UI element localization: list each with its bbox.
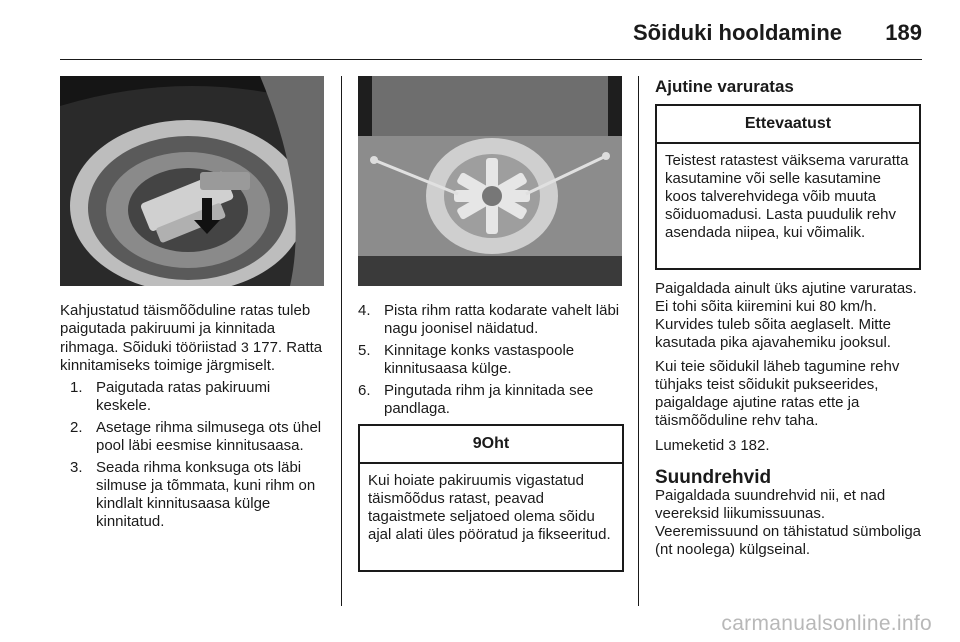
section-heading-directional-tyres: Suundrehvid <box>655 467 772 488</box>
paragraph-snow-chains: Lumeketid 3 182. <box>655 437 770 454</box>
list-item: 3. Seada rihma konksuga ots läbi silmuse ja tõmmata, kuni rihm on kindlalt kinnitusaasa külge kinnitatud. <box>70 459 316 530</box>
warning-header: 9Oht <box>360 426 622 464</box>
intro-paragraph: Kahjustatud täismõõduline ratas tuleb paigutada pakiruumi ja kinnitada rihmaga. Sõiduki tööriistad 3 177. Ratta kinnitamiseks toimige järgmiselt. <box>60 302 323 374</box>
list-item: 5. Kinnitage konks vastaspoole kinnitusaasa külge. <box>358 342 575 377</box>
steps-list-2 <box>358 302 620 418</box>
trunk-wheel-strap-photo <box>358 76 622 286</box>
column-divider-right <box>638 76 639 606</box>
list-item: 2. Asetage rihma silmusega ots ühel pool läbi eesmise kinnitusaasa. <box>70 419 322 454</box>
paragraph-spare-usage: Paigaldada ainult üks ajutine varuratas. Ei tohi sõita kiiremini kui 80 km/h. Kurvides tuleb sõita aeglaselt. Mitte kasutada pika ajavahemiku jooksul. <box>655 280 917 351</box>
caution-header: Ettevaatust <box>657 106 919 144</box>
list-item: 4. Pista rihm ratta kodarate vahelt läbi nagu joonisel näidatud. <box>358 302 620 337</box>
section-heading-temporary-spare: Ajutine varuratas <box>655 77 794 96</box>
page-ref-arrow-icon: 3 <box>240 339 249 355</box>
watermark-text: carmanualsonline.info <box>721 612 932 635</box>
spare-wheel-well-photo <box>60 76 324 286</box>
caution-body: Teistest ratastest väiksema varuratta kasutamine või selle kasutamine koos talverehvidega võib muuta sõiduomadusi. Lasta puudulik rehv asendada niipea, kui võimalik. <box>665 152 909 241</box>
column-divider-left <box>341 76 342 606</box>
warning-box <box>358 424 624 572</box>
right-column-text <box>655 280 923 559</box>
left-column-text <box>60 302 328 535</box>
page-number: 189 <box>885 20 922 45</box>
right-column-heading-area <box>655 78 920 96</box>
warning-triangle-icon: 9 <box>472 435 482 452</box>
paragraph-towing: Kui teie sõidukil läheb tagumine rehv tühjaks teist sõidukit pukseerides, paigaldage ajutine ratas ette ja täismõõduline rehv taha. <box>655 358 900 429</box>
header-divider <box>60 59 922 60</box>
page-title: Sõiduki hooldamine <box>632 20 842 45</box>
page-header <box>0 0 960 62</box>
list-item: 1. Paigutada ratas pakiruumi keskele. <box>70 379 271 414</box>
warning-body: Kui hoiate pakiruumis vigastatud täismõõdus ratast, peavad tagaistmete seljatoed olema sõidu ajal alati üles pööratud ja fikseeritud. <box>368 472 611 543</box>
paragraph-directional-tyres: Paigaldada suundrehvid nii, et nad veereksid liikumissuunas. Veeremissuund on tähistatud sümboliga (nt noolega) külgseinal. <box>655 487 922 558</box>
middle-column-text <box>358 302 620 422</box>
list-item: 6. Pingutada rihm ja kinnitada see pandlaga. <box>358 382 594 417</box>
steps-list-1 <box>60 379 328 531</box>
page-ref-arrow-icon: 3 <box>728 437 737 453</box>
caution-box <box>655 104 921 270</box>
